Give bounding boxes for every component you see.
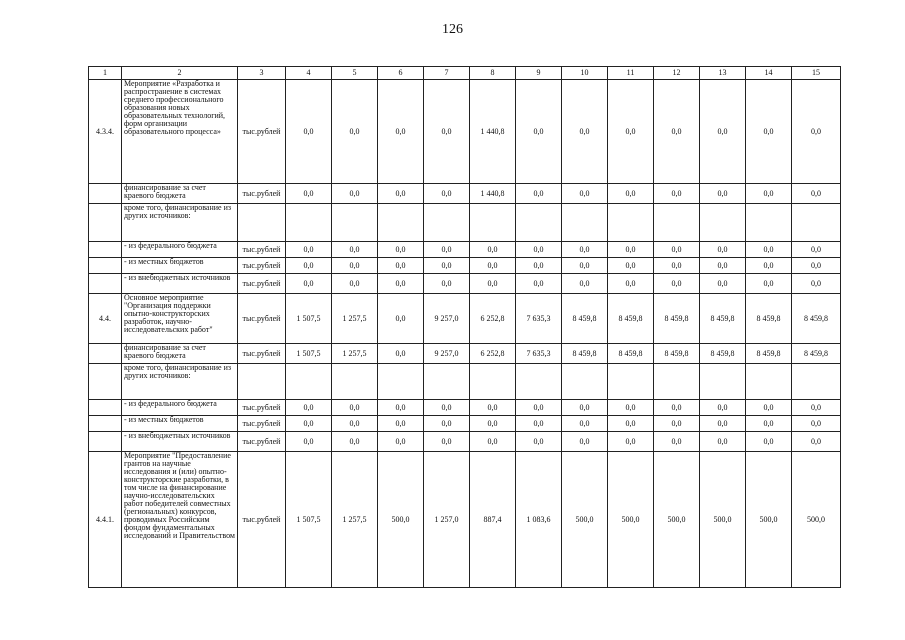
row-number <box>89 204 122 242</box>
value-cell: 1 257,0 <box>424 452 470 588</box>
value-cell: 0,0 <box>700 80 746 184</box>
value-cell: 0,0 <box>608 400 654 416</box>
value-cell: 8 459,8 <box>792 344 841 364</box>
value-cell: 0,0 <box>654 184 700 204</box>
value-cell <box>792 204 841 242</box>
value-cell: 0,0 <box>792 416 841 432</box>
column-header: 3 <box>238 67 286 80</box>
value-cell: 1 257,5 <box>332 344 378 364</box>
table-row <box>89 416 841 432</box>
value-cell: 0,0 <box>700 432 746 452</box>
value-cell: 0,0 <box>746 80 792 184</box>
value-cell: 0,0 <box>424 400 470 416</box>
value-cell: 500,0 <box>562 452 608 588</box>
value-cell: 0,0 <box>516 400 562 416</box>
value-cell: 0,0 <box>378 258 424 274</box>
value-cell: 0,0 <box>654 416 700 432</box>
value-cell: 8 459,8 <box>562 294 608 344</box>
column-header: 1 <box>89 67 122 80</box>
value-cell: 0,0 <box>470 242 516 258</box>
column-header: 12 <box>654 67 700 80</box>
value-cell: 1 083,6 <box>516 452 562 588</box>
column-header: 14 <box>746 67 792 80</box>
value-cell <box>562 364 608 400</box>
row-number <box>89 258 122 274</box>
value-cell: 500,0 <box>654 452 700 588</box>
value-cell: 0,0 <box>746 400 792 416</box>
value-cell: 0,0 <box>286 258 332 274</box>
table-row <box>89 258 841 274</box>
value-cell: 0,0 <box>332 258 378 274</box>
row-unit <box>238 204 286 242</box>
budget-table <box>88 66 841 588</box>
value-cell: 0,0 <box>608 274 654 294</box>
row-unit: тыс.рублей <box>238 242 286 258</box>
value-cell: 0,0 <box>516 432 562 452</box>
row-number <box>89 344 122 364</box>
value-cell: 0,0 <box>562 184 608 204</box>
value-cell: 9 257,0 <box>424 294 470 344</box>
value-cell: 0,0 <box>608 80 654 184</box>
value-cell <box>378 364 424 400</box>
value-cell: 1 257,5 <box>332 294 378 344</box>
value-cell: 1 257,5 <box>332 452 378 588</box>
value-cell: 0,0 <box>700 416 746 432</box>
table-row <box>89 294 841 344</box>
value-cell: 0,0 <box>608 184 654 204</box>
value-cell: 6 252,8 <box>470 344 516 364</box>
value-cell: 0,0 <box>378 294 424 344</box>
value-cell: 0,0 <box>424 274 470 294</box>
value-cell: 8 459,8 <box>608 294 654 344</box>
value-cell: 0,0 <box>746 416 792 432</box>
value-cell: 0,0 <box>332 432 378 452</box>
value-cell: 0,0 <box>516 184 562 204</box>
row-unit: тыс.рублей <box>238 432 286 452</box>
row-description: Мероприятие "Предоставление грантов на научные исследования и (или) опытно-конструкторские разработки, в том числе на финансирование научно-исследовательских работ победителей совместных (региональных) конкурсов, проводимых Российским фондом фундаментальных исследований и Правительством <box>122 452 238 588</box>
value-cell: 0,0 <box>792 400 841 416</box>
row-description: кроме того, финансирование из других источников: <box>122 204 238 242</box>
value-cell <box>792 364 841 400</box>
value-cell: 0,0 <box>654 274 700 294</box>
column-header: 10 <box>562 67 608 80</box>
row-description: - из местных бюджетов <box>122 258 238 274</box>
value-cell: 0,0 <box>516 242 562 258</box>
value-cell: 500,0 <box>608 452 654 588</box>
value-cell <box>516 204 562 242</box>
row-description: - из федерального бюджета <box>122 242 238 258</box>
value-cell: 0,0 <box>332 184 378 204</box>
table-row <box>89 452 841 588</box>
table-row <box>89 184 841 204</box>
value-cell: 0,0 <box>608 416 654 432</box>
value-cell: 0,0 <box>792 432 841 452</box>
value-cell: 0,0 <box>516 258 562 274</box>
row-number: 4.4.1. <box>89 452 122 588</box>
value-cell: 0,0 <box>654 258 700 274</box>
row-description: - из федерального бюджета <box>122 400 238 416</box>
value-cell: 0,0 <box>562 416 608 432</box>
value-cell: 0,0 <box>378 242 424 258</box>
value-cell: 0,0 <box>700 258 746 274</box>
column-header: 6 <box>378 67 424 80</box>
value-cell: 0,0 <box>700 184 746 204</box>
column-header: 4 <box>286 67 332 80</box>
row-number: 4.3.4. <box>89 80 122 184</box>
value-cell <box>332 204 378 242</box>
value-cell: 0,0 <box>608 432 654 452</box>
row-number <box>89 242 122 258</box>
value-cell: 0,0 <box>286 400 332 416</box>
column-header: 2 <box>122 67 238 80</box>
value-cell: 0,0 <box>562 274 608 294</box>
row-unit <box>238 364 286 400</box>
value-cell: 0,0 <box>792 184 841 204</box>
value-cell: 8 459,8 <box>700 294 746 344</box>
row-unit: тыс.рублей <box>238 400 286 416</box>
value-cell: 0,0 <box>424 80 470 184</box>
row-description: - из местных бюджетов <box>122 416 238 432</box>
row-description: финансирование за счет краевого бюджета <box>122 344 238 364</box>
value-cell: 0,0 <box>424 432 470 452</box>
value-cell: 0,0 <box>332 416 378 432</box>
value-cell: 0,0 <box>424 242 470 258</box>
value-cell: 887,4 <box>470 452 516 588</box>
value-cell: 7 635,3 <box>516 344 562 364</box>
row-number <box>89 364 122 400</box>
table-row <box>89 432 841 452</box>
row-description: кроме того, финансирование из других источников: <box>122 364 238 400</box>
value-cell: 0,0 <box>286 242 332 258</box>
row-number <box>89 416 122 432</box>
value-cell <box>654 364 700 400</box>
value-cell: 8 459,8 <box>654 294 700 344</box>
value-cell <box>470 364 516 400</box>
row-description: - из внебюджетных источников <box>122 432 238 452</box>
value-cell: 0,0 <box>378 184 424 204</box>
value-cell: 1 440,8 <box>470 80 516 184</box>
column-header: 9 <box>516 67 562 80</box>
column-header: 13 <box>700 67 746 80</box>
value-cell <box>286 364 332 400</box>
value-cell: 0,0 <box>700 400 746 416</box>
value-cell <box>608 204 654 242</box>
table-row <box>89 80 841 184</box>
value-cell <box>700 364 746 400</box>
value-cell: 0,0 <box>470 400 516 416</box>
value-cell: 1 440,8 <box>470 184 516 204</box>
value-cell: 0,0 <box>792 274 841 294</box>
value-cell <box>286 204 332 242</box>
table-row <box>89 242 841 258</box>
value-cell: 0,0 <box>654 432 700 452</box>
row-number <box>89 274 122 294</box>
value-cell: 0,0 <box>792 258 841 274</box>
row-unit: тыс.рублей <box>238 258 286 274</box>
row-unit: тыс.рублей <box>238 184 286 204</box>
value-cell: 8 459,8 <box>746 294 792 344</box>
value-cell: 0,0 <box>654 400 700 416</box>
value-cell: 0,0 <box>516 416 562 432</box>
value-cell: 8 459,8 <box>608 344 654 364</box>
value-cell <box>424 204 470 242</box>
value-cell <box>332 364 378 400</box>
row-number <box>89 184 122 204</box>
row-unit: тыс.рублей <box>238 344 286 364</box>
value-cell: 8 459,8 <box>700 344 746 364</box>
row-description: - из внебюджетных источников <box>122 274 238 294</box>
value-cell <box>470 204 516 242</box>
value-cell: 0,0 <box>792 80 841 184</box>
value-cell: 0,0 <box>286 432 332 452</box>
value-cell: 0,0 <box>700 242 746 258</box>
value-cell: 0,0 <box>378 80 424 184</box>
value-cell <box>746 204 792 242</box>
value-cell: 0,0 <box>378 416 424 432</box>
value-cell: 0,0 <box>470 416 516 432</box>
value-cell: 0,0 <box>470 274 516 294</box>
value-cell: 0,0 <box>378 344 424 364</box>
row-number: 4.4. <box>89 294 122 344</box>
value-cell: 0,0 <box>792 242 841 258</box>
column-header: 11 <box>608 67 654 80</box>
value-cell: 0,0 <box>332 400 378 416</box>
value-cell: 0,0 <box>746 258 792 274</box>
value-cell: 500,0 <box>792 452 841 588</box>
value-cell <box>378 204 424 242</box>
table-row <box>89 344 841 364</box>
column-header: 7 <box>424 67 470 80</box>
value-cell: 0,0 <box>378 274 424 294</box>
value-cell: 8 459,8 <box>746 344 792 364</box>
row-unit: тыс.рублей <box>238 416 286 432</box>
value-cell: 0,0 <box>286 416 332 432</box>
value-cell: 0,0 <box>746 184 792 204</box>
value-cell: 0,0 <box>424 258 470 274</box>
value-cell: 0,0 <box>700 274 746 294</box>
row-unit: тыс.рублей <box>238 274 286 294</box>
value-cell <box>424 364 470 400</box>
value-cell: 8 459,8 <box>562 344 608 364</box>
row-unit: тыс.рублей <box>238 294 286 344</box>
value-cell: 0,0 <box>332 242 378 258</box>
value-cell: 1 507,5 <box>286 294 332 344</box>
value-cell: 1 507,5 <box>286 344 332 364</box>
value-cell <box>654 204 700 242</box>
row-description: финансирование за счет краевого бюджета <box>122 184 238 204</box>
value-cell: 8 459,8 <box>792 294 841 344</box>
row-description: Мероприятие «Разработка и распространение в системах среднего профессионального образования новых образовательных технологий, форм организации образовательного процесса» <box>122 80 238 184</box>
row-description: Основное мероприятие "Организация поддержки опытно-конструкторских разработок, научно-исследовательских работ" <box>122 294 238 344</box>
value-cell <box>700 204 746 242</box>
value-cell: 0,0 <box>424 184 470 204</box>
value-cell <box>608 364 654 400</box>
value-cell: 1 507,5 <box>286 452 332 588</box>
value-cell: 0,0 <box>562 242 608 258</box>
value-cell <box>746 364 792 400</box>
value-cell: 6 252,8 <box>470 294 516 344</box>
value-cell: 0,0 <box>516 274 562 294</box>
column-header: 15 <box>792 67 841 80</box>
value-cell: 500,0 <box>378 452 424 588</box>
value-cell: 0,0 <box>654 80 700 184</box>
value-cell: 0,0 <box>562 400 608 416</box>
column-header: 8 <box>470 67 516 80</box>
value-cell: 0,0 <box>332 80 378 184</box>
table-row <box>89 274 841 294</box>
row-unit: тыс.рублей <box>238 452 286 588</box>
column-header: 5 <box>332 67 378 80</box>
value-cell: 500,0 <box>700 452 746 588</box>
value-cell: 0,0 <box>470 258 516 274</box>
value-cell: 0,0 <box>286 80 332 184</box>
header-row <box>89 67 841 80</box>
value-cell: 0,0 <box>608 242 654 258</box>
value-cell: 0,0 <box>654 242 700 258</box>
row-number <box>89 432 122 452</box>
table-row <box>89 400 841 416</box>
value-cell: 0,0 <box>746 274 792 294</box>
value-cell: 0,0 <box>378 432 424 452</box>
value-cell: 0,0 <box>470 432 516 452</box>
table-row <box>89 364 841 400</box>
value-cell: 0,0 <box>286 274 332 294</box>
value-cell: 0,0 <box>562 432 608 452</box>
row-unit: тыс.рублей <box>238 80 286 184</box>
page-number: 126 <box>442 22 463 37</box>
table-row <box>89 204 841 242</box>
value-cell <box>516 364 562 400</box>
value-cell: 0,0 <box>424 416 470 432</box>
value-cell: 0,0 <box>562 80 608 184</box>
value-cell: 9 257,0 <box>424 344 470 364</box>
row-number <box>89 400 122 416</box>
value-cell: 0,0 <box>332 274 378 294</box>
value-cell: 500,0 <box>746 452 792 588</box>
value-cell: 0,0 <box>286 184 332 204</box>
value-cell <box>562 204 608 242</box>
value-cell: 8 459,8 <box>654 344 700 364</box>
value-cell: 0,0 <box>746 242 792 258</box>
value-cell: 0,0 <box>746 432 792 452</box>
value-cell: 7 635,3 <box>516 294 562 344</box>
value-cell: 0,0 <box>562 258 608 274</box>
value-cell: 0,0 <box>608 258 654 274</box>
value-cell: 0,0 <box>378 400 424 416</box>
value-cell: 0,0 <box>516 80 562 184</box>
